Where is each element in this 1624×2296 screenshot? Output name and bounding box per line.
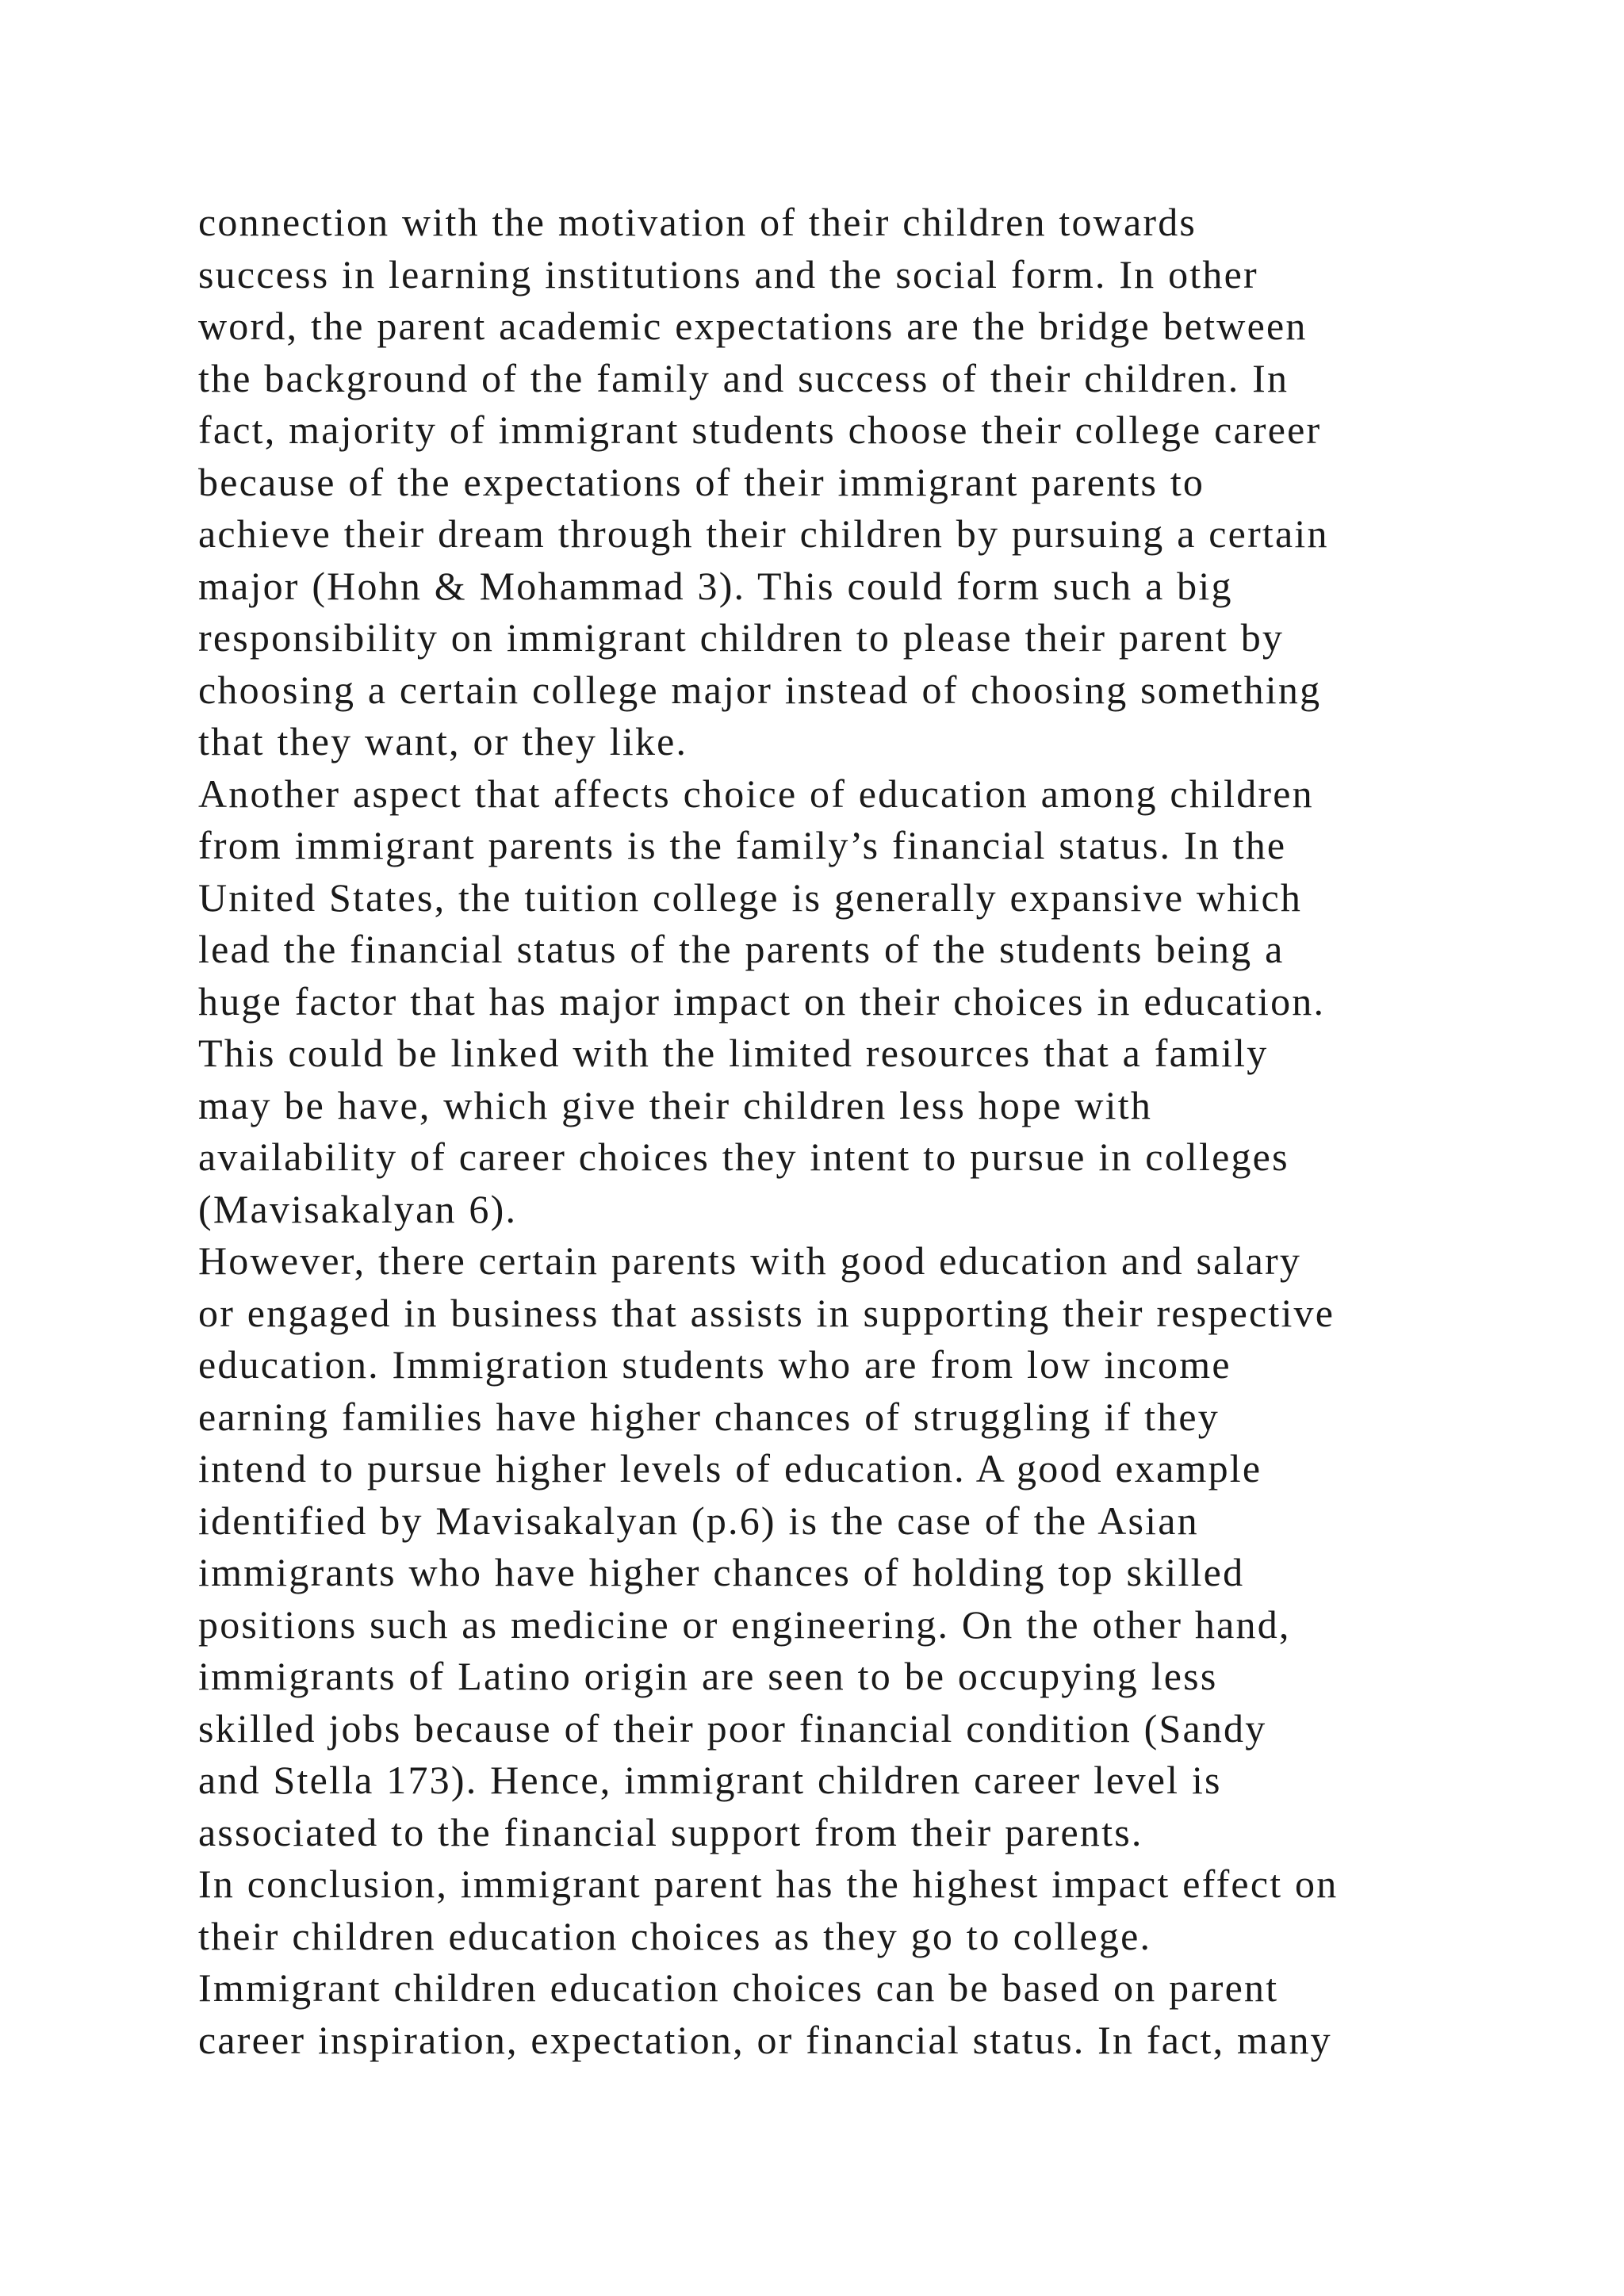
text-line: positions such as medicine or engineering. On the other hand, — [198, 1601, 1291, 1647]
text-line: huge factor that has major impact on their choices in education. — [198, 978, 1326, 1024]
text-line: immigrants of Latino origin are seen to be occupying less — [198, 1654, 1218, 1698]
text-line: However, there certain parents with good education and salary — [198, 1238, 1302, 1283]
text-line: Another aspect that affects choice of education among children — [198, 771, 1314, 816]
text-line: career inspiration, expectation, or financial status. In fact, many — [198, 2017, 1332, 2062]
text-line: connection with the motivation of their children towards — [198, 200, 1197, 244]
text-line: education. Immigration students who are from low income — [198, 1342, 1231, 1387]
text-line: may be have, which give their children less hope with — [198, 1082, 1153, 1127]
text-line: success in learning institutions and the social form. In other — [198, 251, 1258, 297]
text-line: because of the expectations of their immigrant parents to — [198, 459, 1205, 504]
text-line: that they want, or they like. — [198, 719, 688, 763]
text-line: or engaged in business that assists in supporting their respective — [198, 1290, 1335, 1335]
text-line: earning families have higher chances of struggling if they — [198, 1394, 1220, 1439]
text-line: Immigrant children education choices can be based on parent — [198, 1965, 1279, 2010]
body-text — [198, 197, 1515, 2066]
text-line: word, the parent academic expectations are the bridge between — [198, 304, 1308, 348]
text-line: choosing a certain college major instead of choosing something — [198, 667, 1322, 712]
text-line: immigrants who have higher chances of holding top skilled — [198, 1550, 1245, 1594]
text-line: In conclusion, immigrant parent has the highest impact effect on — [198, 1862, 1339, 1906]
text-line: intend to pursue higher levels of education. A good example — [198, 1446, 1262, 1490]
text-line: identified by Mavisakalyan (p.6) is the case of the Asian — [198, 1498, 1199, 1543]
text-line: from immigrant parents is the family’s financial status. In the — [198, 823, 1287, 867]
text-line: their children education choices as they go to college. — [198, 1913, 1152, 1958]
text-line: availability of career choices they intent to pursue in colleges — [198, 1135, 1289, 1179]
text-line: and Stella 173). Hence, immigrant children career level is — [198, 1758, 1222, 1802]
text-line: responsibility on immigrant children to please their parent by — [198, 615, 1285, 660]
text-line: skilled jobs because of their poor financial condition (Sandy — [198, 1705, 1267, 1751]
text-line: This could be linked with the limited resources that a family — [198, 1031, 1269, 1075]
text-line: fact, majority of immigrant students choose their college career — [198, 408, 1322, 452]
text-line: the background of the family and success of their children. In — [198, 355, 1289, 400]
text-line: United States, the tuition college is generally expansive which — [198, 874, 1303, 920]
text-line: (Mavisakalyan 6). — [198, 1186, 518, 1231]
text-line: major (Hohn & Mohammad 3). This could form such a big — [198, 563, 1233, 608]
text-line: associated to the financial support from their parents. — [198, 1809, 1143, 1854]
text-line: achieve their dream through their children by pursuing a certain — [198, 511, 1329, 556]
text-line: lead the financial status of the parents of the students being a — [198, 927, 1285, 971]
